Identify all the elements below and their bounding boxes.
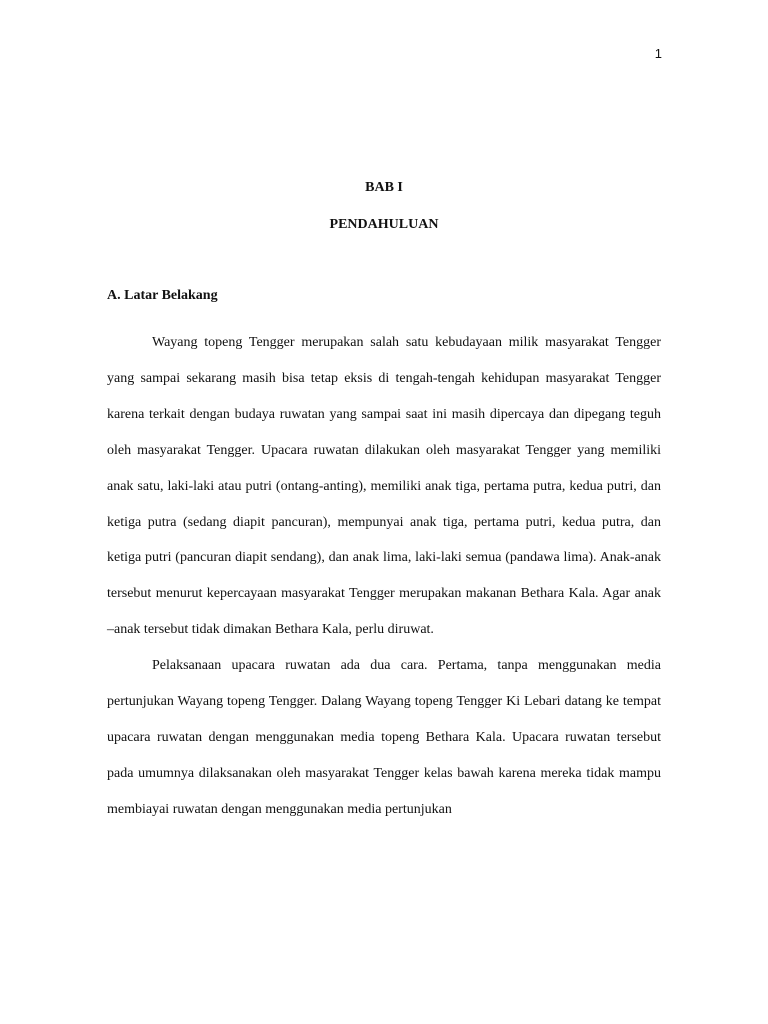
section-heading: A. Latar Belakang [107, 288, 218, 303]
paragraph: Wayang topeng Tengger merupakan salah satu kebudayaan milik masyarakat Tengger yang sampai sekarang masih bisa tetap eksis di tengah-tengah kehidupan masyarakat Tengger karena terkait dengan budaya ruwatan yang sampai saat ini masih dipercaya dan dipegang teguh oleh masyarakat Tengger. Upacara ruwatan dilakukan oleh masyarakat Tengger yang memiliki anak satu, laki-laki atau putri (ontang-anting), memiliki anak tiga, pertama putra, kedua putri, dan ketiga putra (sedang diapit pancuran), mempunyai anak tiga, pertama putri, kedua putra, dan ketiga putri (pancuran diapit sendang), dan anak lima, laki-laki semua (pandawa lima). Anak-anak tersebut menurut kepercayaan masyarakat Tengger merupakan makanan Bethara Kala. Agar anak –anak tersebut tidak dimakan Bethara Kala, perlu diruwat. [107, 335, 661, 638]
paragraph: Pelaksanaan upacara ruwatan ada dua cara. Pertama, tanpa menggunakan media pertunjukan Wayang topeng Tengger. Dalang Wayang topeng Tengger Ki Lebari datang ke tempat upacara ruwatan dengan menggunakan media topeng Bethara Kala. Upacara ruwatan tersebut pada umumnya dilaksanakan oleh masyarakat Tengger kelas bawah karena mereka tidak mampu membiayai ruwatan dengan menggunakan media pertunjukan [107, 658, 661, 817]
chapter-title: PENDAHULUAN [329, 217, 439, 232]
body-text [107, 325, 661, 828]
page-number: 1 [654, 46, 662, 61]
chapter-label: BAB I [365, 180, 403, 195]
